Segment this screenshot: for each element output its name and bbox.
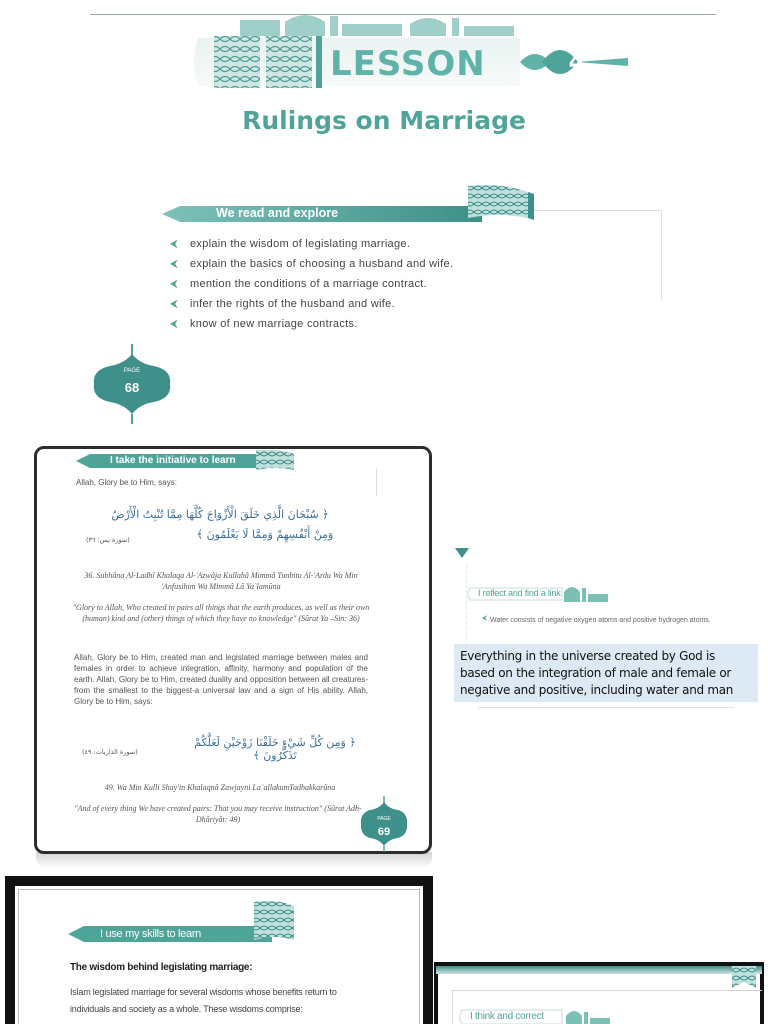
arrow-bullet-icon: ⮜: [170, 297, 179, 310]
card-shadow: [36, 852, 432, 868]
page-number: 68: [124, 380, 140, 395]
verse2-reference: (سورة الذاريات: ٤٩): [82, 748, 138, 756]
initiative-title: I take the initiative to learn: [110, 455, 236, 466]
page-label: PAGE: [123, 368, 141, 374]
verse-reference: (سورة يس: ٣٦): [86, 536, 130, 544]
lesson-word: LESSON: [330, 44, 486, 84]
divider: [478, 707, 734, 708]
think-card-band: [436, 966, 762, 974]
page-number: 69: [377, 826, 391, 838]
lesson-title: Rulings on Marriage: [242, 106, 526, 135]
pin-icon: [455, 548, 469, 560]
page-label: PAGE: [377, 816, 391, 822]
list-item: ⮜ explain the wisdom of legislating marriage.: [170, 237, 411, 250]
arrow-bullet-icon: ⮜: [170, 237, 179, 250]
arrow-bullet-icon: ⮜: [170, 277, 179, 290]
ribbon-icon: [732, 966, 756, 992]
arrow-bullet-icon: ⮜: [482, 615, 487, 622]
list-item: ⮜ know of new marriage contracts.: [170, 317, 358, 330]
objectives-list: [170, 234, 570, 334]
verse-translation: "Glory to Allah, Who created in pairs all things that the earth produces, as well as their own (human) kind and (other) things of which they have no knowledge" (Sûrat Ya –Sin: 36): [72, 603, 370, 623]
list-item: ⮜ infer the rights of the husband and wife.: [170, 297, 395, 310]
wisdom-text: Islam legislated marriage for several wisdoms whose benefits return to individuals and society as a whole. These wisdoms comprise:: [70, 987, 337, 1014]
verse2-translation: "And of every thing We have created pairs: That you may receive instruction" (Sûrat Adh-Dhâriyât: 49): [74, 804, 362, 824]
frame-line: [376, 468, 377, 496]
initiative-paragraph: Allah, Glory be to Him, created man and legislated marriage between males and females in order to achieve integration, affinity, harmony and population of the earth. Allah, Glory be to Him, created duality and opposition between all creatures- from the smallest to the biggest-a universal law and a sign of His ability. Allah, Glory be to Him, says:: [74, 653, 368, 706]
mosque-skyline-icon: [230, 12, 520, 36]
list-item: ⮜ explain the basics of choosing a husband and wife.: [170, 257, 454, 270]
verse-arabic-line1: ﴿ سُبْحَانَ الَّذِي خَلَقَ الْأَزْوَاجَ كُلَّهَا مِمَّا تُنْبِتُ الْأَرْضُ: [111, 508, 329, 521]
reflect-frame: [466, 565, 748, 655]
verse-transliteration: 36. Subhâna Al-Ladhî Khalaqa Al-'Azwâja Kullahâ Mimmâ Tunbitu Al-'Ardu Wa Min 'Anfusihim Wa Mimmâ Lâ Ya`lamûna: [84, 571, 358, 591]
verse2-transliteration: 49. Wa Min Kulli Shay'in Khalaqnâ Zawjayni La`allakumTadhakkarûna: [104, 783, 336, 792]
reflect-note: Water consists of negative oxygen atoms and positive hydrogen atoms.: [490, 617, 711, 624]
verse2-arabic: ﴿ وَمِن كُلِّ شَيْءٍ خَلَقْنَا زَوْجَيْنِ لَعَلَّكُمْ تَذَكَّرُونَ ﴾: [194, 736, 356, 762]
skills-title: I use my skills to learn: [100, 928, 202, 940]
page-marker-icon: [360, 796, 408, 852]
initiative-intro: Allah, Glory be to Him, says:: [76, 478, 177, 487]
arrow-bullet-icon: ⮜: [170, 257, 179, 270]
reflect-highlight: Everything in the universe created by God is based on the integration of male and female or negative and positive, including water and man: [454, 644, 758, 702]
reflect-title: I reflect and find a link: [478, 588, 561, 598]
wisdom-heading: The wisdom behind legislating marriage:: [70, 962, 253, 973]
explore-title: We read and explore: [216, 206, 339, 220]
list-item: ⮜ mention the conditions of a marriage contract.: [170, 277, 427, 290]
think-title: I think and correct: [470, 1011, 544, 1022]
lesson-number: 4: [568, 48, 586, 76]
verse-arabic-line2: وَمِنْ أَنْفُسِهِمْ وَمِمَّا لَا يَعْلَمُونَ ﴾: [196, 528, 334, 541]
arrow-bullet-icon: ⮜: [170, 317, 179, 330]
